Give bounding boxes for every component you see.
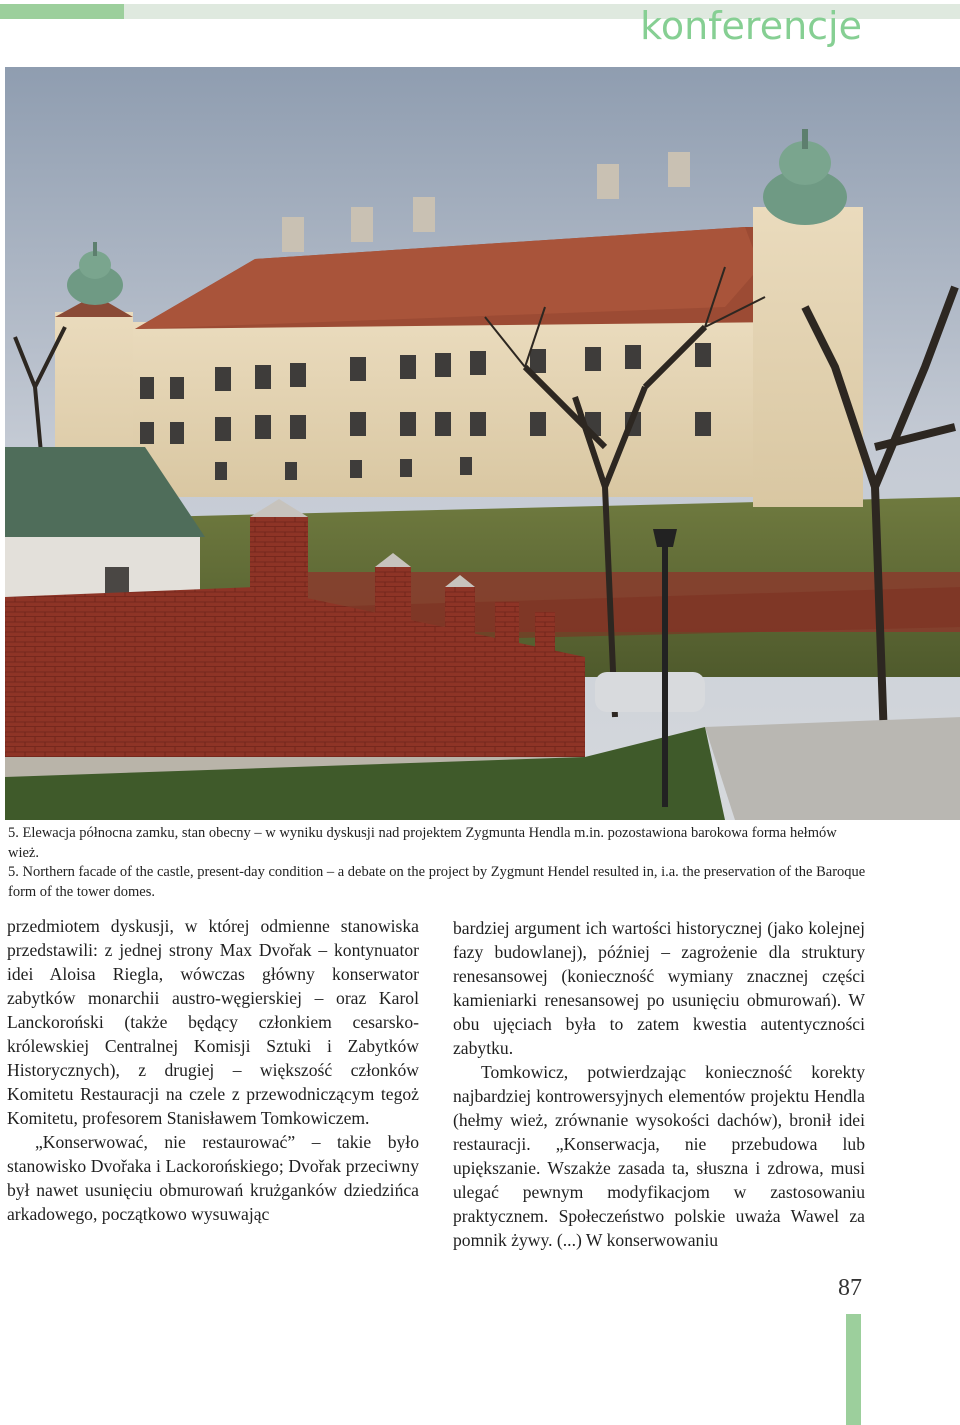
paragraph: bardziej argument ich wartości historycznej (jako kolejnej fazy budowlanej), później – zagrożenie dla struktury renesansowej (konieczność wymiany znacznej części kamieniarki renesansowej po usunięciu obmurowań). W obu ujęciach była to zatem kwestia autentyczności zabytku.	[453, 918, 865, 1058]
caption-polish: 5. Elewacja północna zamku, stan obecny – w wyniku dyskusji nad projektem Zygmunta Hendla m.in. pozostawiona barokowa forma hełmów wież.	[8, 825, 837, 861]
parked-car	[595, 672, 705, 712]
section-title: konferencje	[640, 4, 862, 48]
footpath	[705, 717, 960, 820]
text-column-left	[7, 914, 419, 1226]
caption-english: 5. Northern facade of the castle, present-day condition – a debate on the project by Zygmunt Hendel resulted in, i.a. the preservation of the Baroque form of the tower domes.	[8, 864, 866, 900]
text-column-right	[453, 916, 865, 1252]
paragraph: Tomkowicz, potwierdzając konieczność korekty najbardziej kontrowersyjnych elementów projektu Hendla (hełmy wież, zrównanie wysokości dachów), bronił idei restauracji. „Konserwacja, nie przebudowa lub upiększanie. Wszakże zasada ta, słuszna i zdrowa, musi ulegać pewnym modyfikacjom w zastosowaniu praktycznem. Społeczeństwo polskie uważa Wawel za pomnik żywy. (...) W konserwowaniu	[453, 1062, 865, 1250]
castle-photo	[5, 67, 960, 820]
paragraph: „Konserwować, nie restaurować” – takie było stanowisko Dvořaka i Lackorońskiego; Dvořak przeciwny był nawet usunięciu obmurowań krużganków dziedzińca arkadowego, początkowo wysuwając	[7, 1132, 419, 1224]
page-accent-bar	[846, 1314, 861, 1425]
page-number: 87	[838, 1275, 862, 1301]
paragraph: przedmiotem dyskusji, w której odmienne stanowiska przedstawili: z jednej strony Max Dvořak – kontynuator idei Aloisa Riegla, wówczas główny konserwator zabytków monarchii austro-węgierskiej – oraz Karol Lanckoroński (także będący członkiem cesarsko-królewskiej Centralnej Komisji Sztuki i Zabytków Historycznych), z drugiej – większość członków Komitetu Restauracji na czele z przewodniczącym tegoż Komitetu, profesorem Stanisławem Tomkowiczem.	[7, 916, 419, 1128]
figure-caption	[8, 824, 868, 902]
header	[0, 4, 862, 48]
